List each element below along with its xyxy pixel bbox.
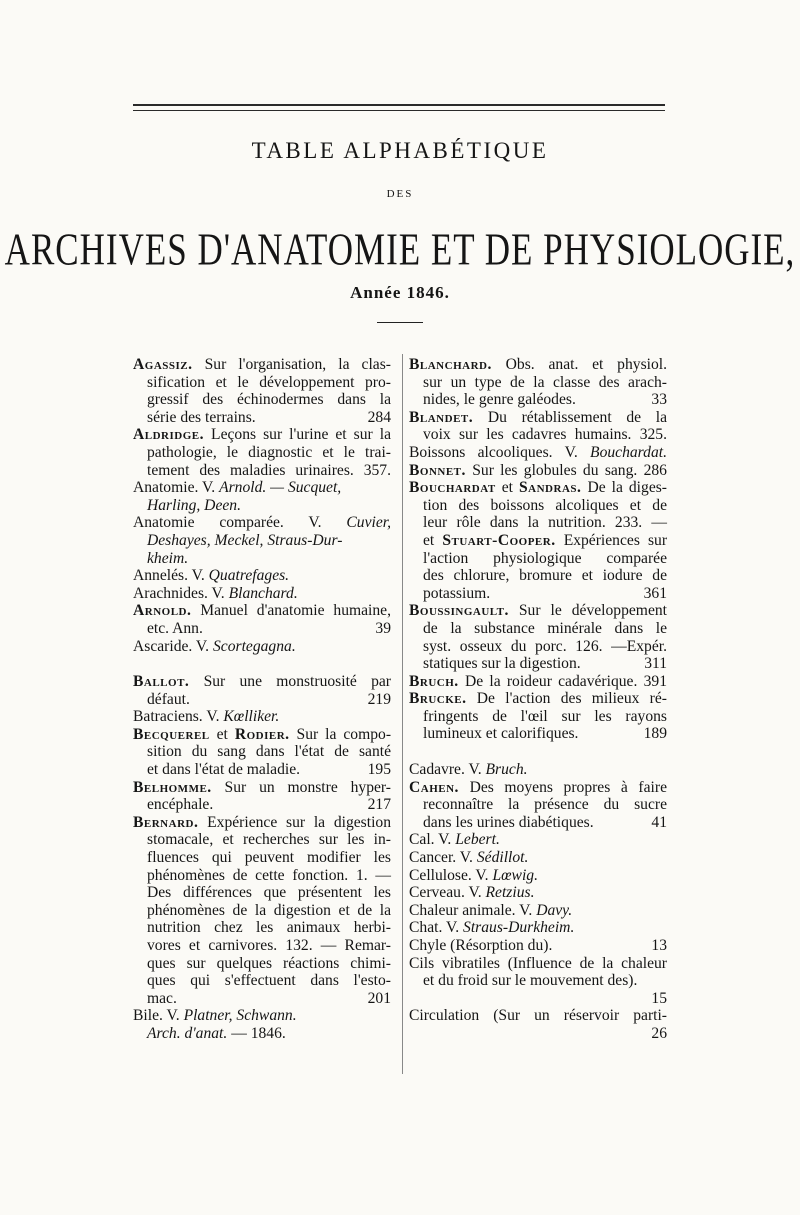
running-footer: Arch. d'anat. (147, 1024, 228, 1042)
page-ref: 219 (367, 690, 391, 708)
entry-text: Manuel d'anatomie humaine, (200, 602, 391, 620)
cross-reference: Straus-Durkheim. (463, 919, 575, 937)
entry-text: Expériences sur (563, 531, 668, 549)
entry-text: Cerveau. V. (409, 884, 482, 902)
cross-reference: Quatrefages. (208, 567, 290, 585)
entry-text: et (501, 479, 513, 497)
entry-text: phénomènes de cette fonction. 1. — (147, 866, 391, 884)
entry-text: ques sur quelques réactions chimi- (147, 954, 391, 972)
entry-text: l'action physiologique comparée (423, 549, 667, 567)
entry-text: Sur l'organisation, la clas- (204, 356, 391, 373)
cross-reference: Davy. (536, 901, 573, 919)
entry-name: Sandras. (519, 479, 582, 497)
entry-text: gressif des échinodermes dans la (147, 391, 391, 409)
entry-text: De la diges- (587, 479, 667, 497)
title-divider (377, 322, 423, 323)
entry-name: Rodier. (234, 725, 290, 743)
index-entry (133, 514, 391, 567)
entry-name: Agassiz. (133, 356, 193, 373)
entry-name: Stuart-Cooper. (442, 531, 556, 549)
entry-text: Annelés. V. (133, 567, 205, 585)
entry-text: vores et carnivores. 132. — Remar- (147, 937, 391, 954)
cross-reference: Harling, Deen. (147, 496, 241, 514)
entry-text: potassium. (423, 584, 491, 602)
cross-reference: Bruch. (485, 761, 528, 779)
top-rule-thin (133, 110, 665, 111)
entry-name: Arnold. (133, 602, 192, 620)
entry-name: Bonnet. (409, 461, 466, 479)
cross-reference: Arnold. — Sucquet, (219, 479, 342, 497)
entry-name: Bruch. (409, 672, 459, 690)
index-entry (133, 779, 391, 814)
entry-name: Bouchardat (409, 479, 496, 497)
entry-name: Aldridge. (133, 426, 205, 444)
entry-text: Sur les globules du sang. 286 (472, 461, 667, 479)
index-entry (409, 479, 667, 602)
entry-text: Chyle (Résorption du). (409, 937, 553, 954)
index-entry (133, 708, 391, 726)
entry-text: Sur un monstre hyper- (224, 778, 391, 796)
entry-name: Blandet. (409, 408, 474, 426)
cross-reference: Cuvier, (346, 514, 391, 532)
entry-text: statiques sur la digestion. (423, 655, 581, 673)
cross-reference: Platner, Schwann. (183, 1007, 297, 1025)
page-ref: 201 (367, 989, 391, 1007)
entry-name: Belhomme. (133, 778, 212, 796)
entry-text: Cadavre. V. (409, 761, 482, 779)
index-entry (133, 356, 391, 426)
index-entry (133, 638, 391, 656)
cross-reference: Scortegagna. (213, 637, 296, 655)
entry-text: ques qui s'effectuent dans l'esto- (147, 972, 391, 990)
entry-text: Chaleur animale. V. (409, 901, 533, 919)
entry-text: Boissons alcooliques. V. (409, 443, 578, 461)
year-label: Année 1846. (350, 283, 450, 302)
cross-reference: Retzius. (485, 884, 535, 902)
cross-reference: Deshayes, Meckel, Straus-Dur- (147, 531, 343, 549)
page-ref: 41 (651, 813, 667, 831)
index-entry (409, 937, 667, 955)
entry-text: sition du sang dans l'état de santé (147, 743, 391, 761)
entry-text: Obs. anat. et physiol. (505, 356, 667, 373)
entry-text: Sur une monstruosité par (203, 673, 391, 691)
index-entry (133, 673, 391, 708)
cross-reference: Kœlliker. (223, 708, 280, 726)
entry-text: nutrition chez les animaux herbi- (147, 919, 391, 937)
entry-text: de la substance minérale dans le (423, 619, 667, 637)
cross-reference: Lebert. (455, 831, 500, 849)
index-entry (133, 1007, 391, 1042)
index-entry (133, 585, 391, 603)
entry-text: Circulation (Sur un réservoir parti- (409, 1007, 667, 1025)
journal-title: ARCHIVES D'ANATOMIE ET DE PHYSIOLOGIE, (4, 224, 796, 275)
index-entry (133, 426, 391, 479)
index-entry (409, 884, 667, 902)
index-entry (133, 479, 391, 514)
entry-text: encéphale. (147, 796, 214, 814)
entry-text: reconnaître la présence du sucre (423, 796, 667, 814)
entry-text: Des différences que présentent les (147, 884, 391, 902)
index-entry (409, 761, 667, 779)
entry-text: Ascaride. V. (133, 637, 210, 655)
entry-text: et dans l'état de maladie. (147, 761, 301, 779)
entry-text: pathologie, le diagnostic et le trai- (147, 443, 391, 461)
entry-name: Brucke. (409, 690, 467, 708)
column-divider (402, 354, 403, 1074)
index-entry (409, 444, 667, 462)
entry-name: Cahen. (409, 778, 459, 796)
entry-text: De l'action des milieux ré- (476, 690, 667, 708)
index-entry (409, 673, 667, 691)
entry-text: voix sur les cadavres humains. 325. (423, 426, 667, 444)
page-ref: 361 (643, 584, 667, 602)
entry-text: Bile. V. (133, 1007, 180, 1025)
entry-text: etc. Ann. (147, 619, 203, 637)
entry-text: Cils vibratiles (Influence de la chaleur (409, 954, 667, 972)
top-rule (133, 104, 665, 106)
index-entry (409, 602, 667, 672)
page-ref: 195 (367, 761, 391, 779)
entry-text: tion des boissons alcoliques et de (423, 496, 667, 514)
index-entry (409, 867, 667, 885)
index-entry (409, 919, 667, 937)
entry-text: syst. osseux du porc. 126. —Expér. (423, 637, 667, 655)
entry-text: Chat. V. (409, 919, 460, 937)
index-entry (409, 831, 667, 849)
page-ref: 284 (367, 408, 391, 426)
entry-text: fluences qui peuvent modifier les (147, 849, 391, 867)
entry-text: fringents de l'œil sur les rayons (423, 707, 667, 725)
page-ref: 13 (651, 937, 667, 954)
entry-text: Expérience sur la digestion (207, 813, 391, 831)
entry-name: Blanchard. (409, 356, 492, 373)
index-entry (409, 409, 667, 444)
entry-text: Cal. V. (409, 831, 452, 849)
cross-reference: Sédillot. (476, 849, 529, 867)
index-entry (133, 726, 391, 779)
entry-text: Batraciens. V. (133, 708, 220, 726)
entry-text: Sur la compo- (296, 725, 392, 743)
entry-text: Sur le développement (518, 602, 667, 620)
entry-text: défaut. (147, 690, 190, 708)
page-ref: 217 (367, 796, 391, 814)
entry-text: Anatomie. V. (133, 479, 216, 497)
page-ref: 33 (651, 391, 667, 409)
entry-text: lumineux et calorifiques. (423, 725, 579, 743)
entry-text: De la roideur cadavérique. 391 (464, 672, 667, 690)
index-entry (409, 955, 667, 1008)
cross-reference: Lœwig. (492, 866, 538, 884)
entry-text: Anatomie comparée. V. (133, 514, 322, 532)
cross-reference: kheim. (147, 549, 189, 567)
entry-text: des chlorure, bromure et iodure de (423, 567, 667, 585)
entry-text: Cellulose. V. (409, 866, 489, 884)
index-entry (409, 902, 667, 920)
entry-text: sur un type de la classe des arach- (423, 373, 667, 391)
index-entry (133, 602, 391, 637)
index-entry (409, 356, 667, 409)
page-ref: 26 (651, 1024, 667, 1042)
entry-text: tement des maladies urinaires. 357. (147, 461, 391, 479)
page-ref: 311 (644, 655, 667, 673)
entry-text: dans les urines diabétiques. (423, 813, 594, 831)
page-ref: 15 (651, 989, 667, 1007)
entry-text: et (216, 725, 228, 743)
index-entry (133, 814, 391, 1008)
entry-text: stomacale, et recherches sur les in- (147, 831, 391, 849)
entry-text: et (423, 531, 435, 549)
entry-name: Bernard. (133, 813, 199, 831)
entry-text: Leçons sur l'urine et sur la (211, 426, 391, 444)
entry-text: Arachnides. V. (133, 584, 225, 602)
entry-text: Du rétablissement de la (487, 408, 667, 426)
entry-name: Boussingault. (409, 602, 509, 620)
entry-text: phénomènes de la digestion et de la (147, 901, 391, 919)
entry-name: Ballot. (133, 673, 190, 691)
entry-text: mac. (147, 989, 177, 1007)
title-connector: DES (386, 188, 414, 200)
page-ref: 39 (375, 619, 391, 637)
entry-text: leur rôle dans la nutrition. 233. — (423, 514, 667, 532)
index-entry (409, 779, 667, 832)
entry-text: Des moyens propres à faire (469, 778, 667, 796)
cross-reference: Bouchardat. (590, 443, 667, 461)
entry-name: Becquerel (133, 725, 210, 743)
index-entry (409, 462, 667, 480)
entry-text: nides, le genre galéodes. (423, 391, 576, 409)
index-column-right (409, 356, 667, 1043)
index-entry (409, 849, 667, 867)
index-entry (409, 690, 667, 743)
cross-reference: Blanchard. (228, 584, 298, 602)
running-footer: — 1846. (231, 1024, 286, 1042)
index-column-left (133, 356, 391, 1043)
entry-text: série des terrains. (147, 408, 256, 426)
page-title: TABLE ALPHABÉTIQUE (251, 138, 549, 163)
entry-text: Cancer. V. (409, 849, 473, 867)
page-ref: 189 (643, 725, 667, 743)
index-entry (409, 1007, 667, 1042)
entry-text: et du froid sur le mouvement des). (423, 972, 638, 990)
entry-text: sification et le développement pro- (147, 373, 391, 391)
index-entry (133, 567, 391, 585)
